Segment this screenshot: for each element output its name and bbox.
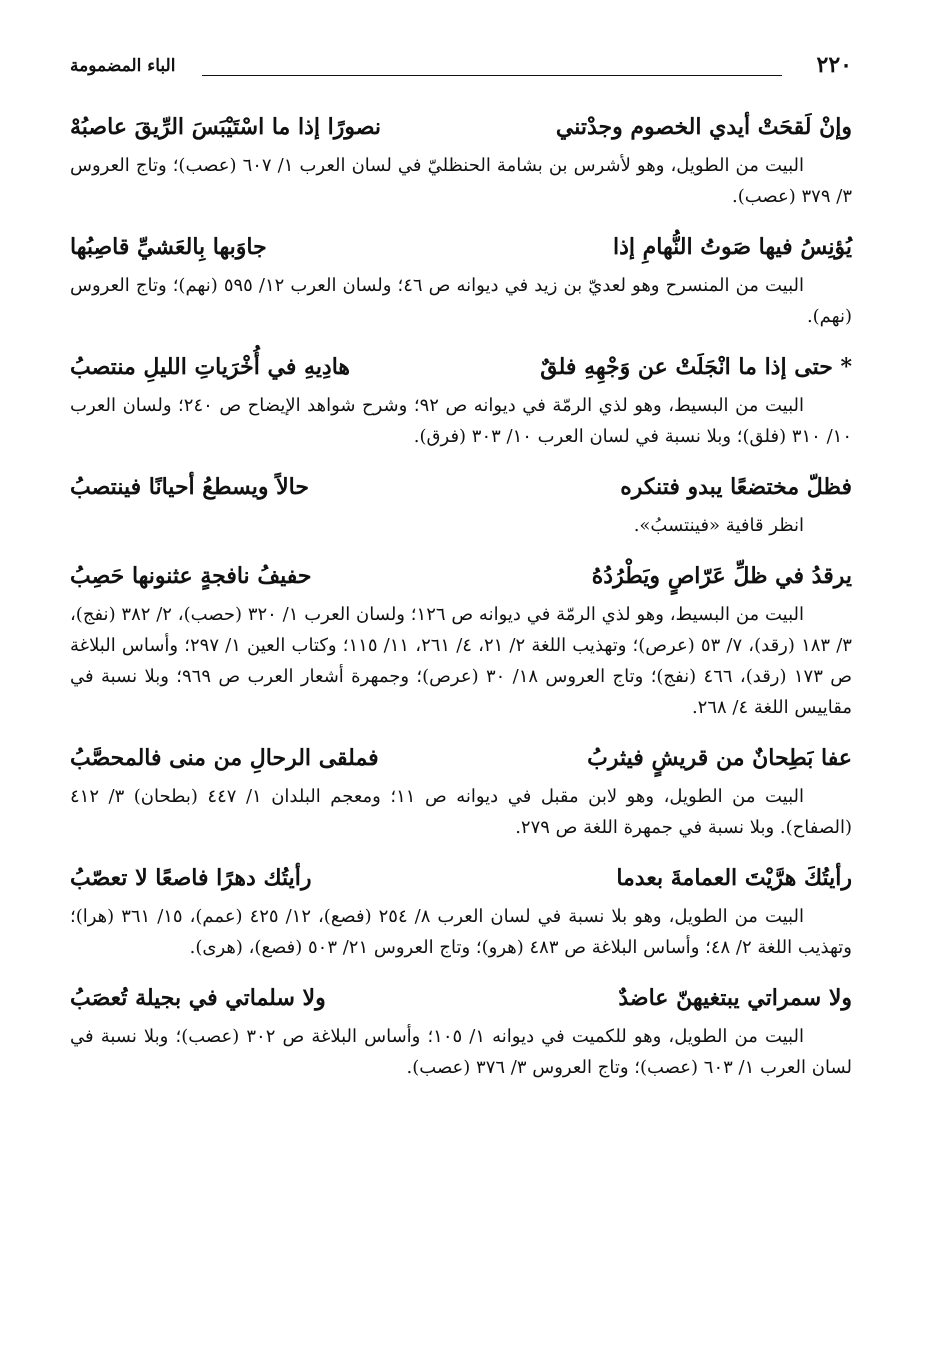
verse-second-hemistich: ولا سلماتي في بجيلة تُعصَبُ — [70, 985, 326, 1011]
verse-line — [70, 348, 852, 388]
verse-line — [70, 859, 852, 899]
verse-note: البيت من الطويل، وهو لأشرس بن بشامة الحنظليّ في لسان العرب ١/ ٦٠٧ (عصب)؛ وتاج العروس ٣/ ٣٧٩ (عصب). — [70, 155, 852, 207]
verse-line — [70, 108, 852, 148]
verse-first-hemistich: يرقدُ في ظلِّ عَرّاصٍ ويَطْرُدُهُ — [591, 563, 852, 589]
verse-line — [70, 228, 852, 268]
verse-second-hemistich: هادِيهِ في أُخْرَياتِ الليلِ منتصبُ — [70, 354, 351, 380]
verse-note: البيت من الطويل، وهو لابن مقبل في ديوانه ص ١١؛ ومعجم البلدان ١/ ٤٤٧ (بطحان) ٣/ ٤١٢ (الصفاح). وبلا نسبة في جمهرة اللغة ص ٢٧٩. — [70, 786, 852, 838]
verse-note: البيت من الطويل، وهو بلا نسبة في لسان العرب ٨/ ٢٥٤ (فصع)، ١٢/ ٤٢٥ (عمم)، ١٥/ ٣٦١ (هرا)؛ وتهذيب اللغة ٢/ ٤٨؛ وأساس البلاغة ص ٤٨٣ (هرو)؛ وتاج العروس ٢١/ ٥٠٣ (فصع)، (هرى). — [70, 906, 852, 958]
header-rule — [202, 75, 782, 76]
verse-line — [70, 468, 852, 508]
verse-second-hemistich: جاوَبها بِالعَشيِّ قاصِبُها — [70, 234, 267, 260]
verse-entry — [70, 557, 852, 723]
verse-note: البيت من البسيط، وهو لذي الرمّة في ديوانه ص ٩٢؛ وشرح شواهد الإيضاح ص ٢٤٠؛ ولسان العرب ١٠/ ٣١٠ (فلق)؛ وبلا نسبة في لسان العرب ١٠/ ٣٠٣ (فرق). — [70, 395, 852, 447]
verse-first-hemistich: عفا بَطِحانٌ من قريشٍ فيثربُ — [587, 745, 852, 771]
verse-note: انظر قافية «فينتسبُ». — [633, 515, 804, 536]
page-number: ٢٢٠ — [816, 52, 852, 78]
verse-entry — [70, 468, 852, 541]
verse-first-hemistich: وإنْ لَقحَتْ أيدي الخصوم وجدْتني — [555, 114, 852, 140]
verse-first-hemistich: يُؤنِسُ فيها صَوتُ النُّهامِ إذا — [613, 234, 852, 260]
verse-second-hemistich: حفيفُ نافجةٍ عثنونها حَصِبُ — [70, 563, 312, 589]
verse-second-hemistich: حالاً ويسطعُ أحيانًا فينتصبُ — [70, 474, 309, 500]
verse-first-hemistich: فظلّ مختضعًا يبدو فتنكره — [620, 474, 852, 500]
verse-entry — [70, 108, 852, 212]
verse-entry — [70, 739, 852, 843]
verse-second-hemistich: فملقى الرحالِ من منى فالمحصَّبُ — [70, 745, 379, 771]
verse-entry — [70, 979, 852, 1083]
verse-note: البيت من المنسرح وهو لعديّ بن زيد في ديوانه ص ٤٦؛ ولسان العرب ١٢/ ٥٩٥ (نهم)؛ وتاج العروس (نهم). — [70, 275, 852, 327]
verse-first-hemistich: رأيتُكَ هرَّيْتَ العمامةَ بعدما — [616, 865, 852, 891]
verse-line — [70, 739, 852, 779]
verse-note: البيت من البسيط، وهو لذي الرمّة في ديوانه ص ١٢٦؛ ولسان العرب ١/ ٣٢٠ (حصب)، ٢/ ٣٨٢ (نفج)، ٣/ ١٨٣ (رقد)، ٧/ ٥٣ (عرص)؛ وتهذيب اللغة ٢/ ٢١، ٤/ ٢٦١، ١١/ ١١٥؛ وكتاب العين ١/ ٢٩٧؛ وأساس البلاغة ص ١٧٣ (رقد)، ٤٦٦ (نفج)؛ وتاج العروس ١٨/ ٣٠ (عرص)؛ وجمهرة أشعار العرب ص ٩٦٩؛ وبلا نسبة في مقاييس اللغة ٤/ ٢٦٨. — [70, 604, 853, 718]
running-title: الباء المضمومة — [70, 56, 176, 76]
verse-note: البيت من الطويل، وهو للكميت في ديوانه ١/ ١٠٥؛ وأساس البلاغة ص ٣٠٢ (عصب)؛ وبلا نسبة في لسان العرب ١/ ٦٠٣ (عصب)؛ وتاج العروس ٣/ ٣٧٦ (عصب). — [70, 1026, 852, 1078]
verse-second-hemistich: رأيتُك دهرًا فاصعًا لا تعصّبُ — [70, 865, 312, 891]
verse-line — [70, 979, 852, 1019]
page-body — [70, 108, 852, 1099]
verse-second-hemistich: نصورًا إذا ما اسْتَيْبَسَ الرِّيقَ عاصبُهْ — [70, 114, 381, 140]
page-header — [70, 52, 852, 86]
verse-entry — [70, 228, 852, 332]
verse-first-hemistich: * حتى إذا ما انْجَلَتْ عن وَجْهِهِ فلقٌ — [540, 354, 852, 380]
verse-first-hemistich: ولا سمراتي يبتغيهنّ عاضدٌ — [618, 985, 852, 1011]
verse-entry — [70, 859, 852, 963]
verse-entry — [70, 348, 852, 452]
verse-line — [70, 557, 852, 597]
